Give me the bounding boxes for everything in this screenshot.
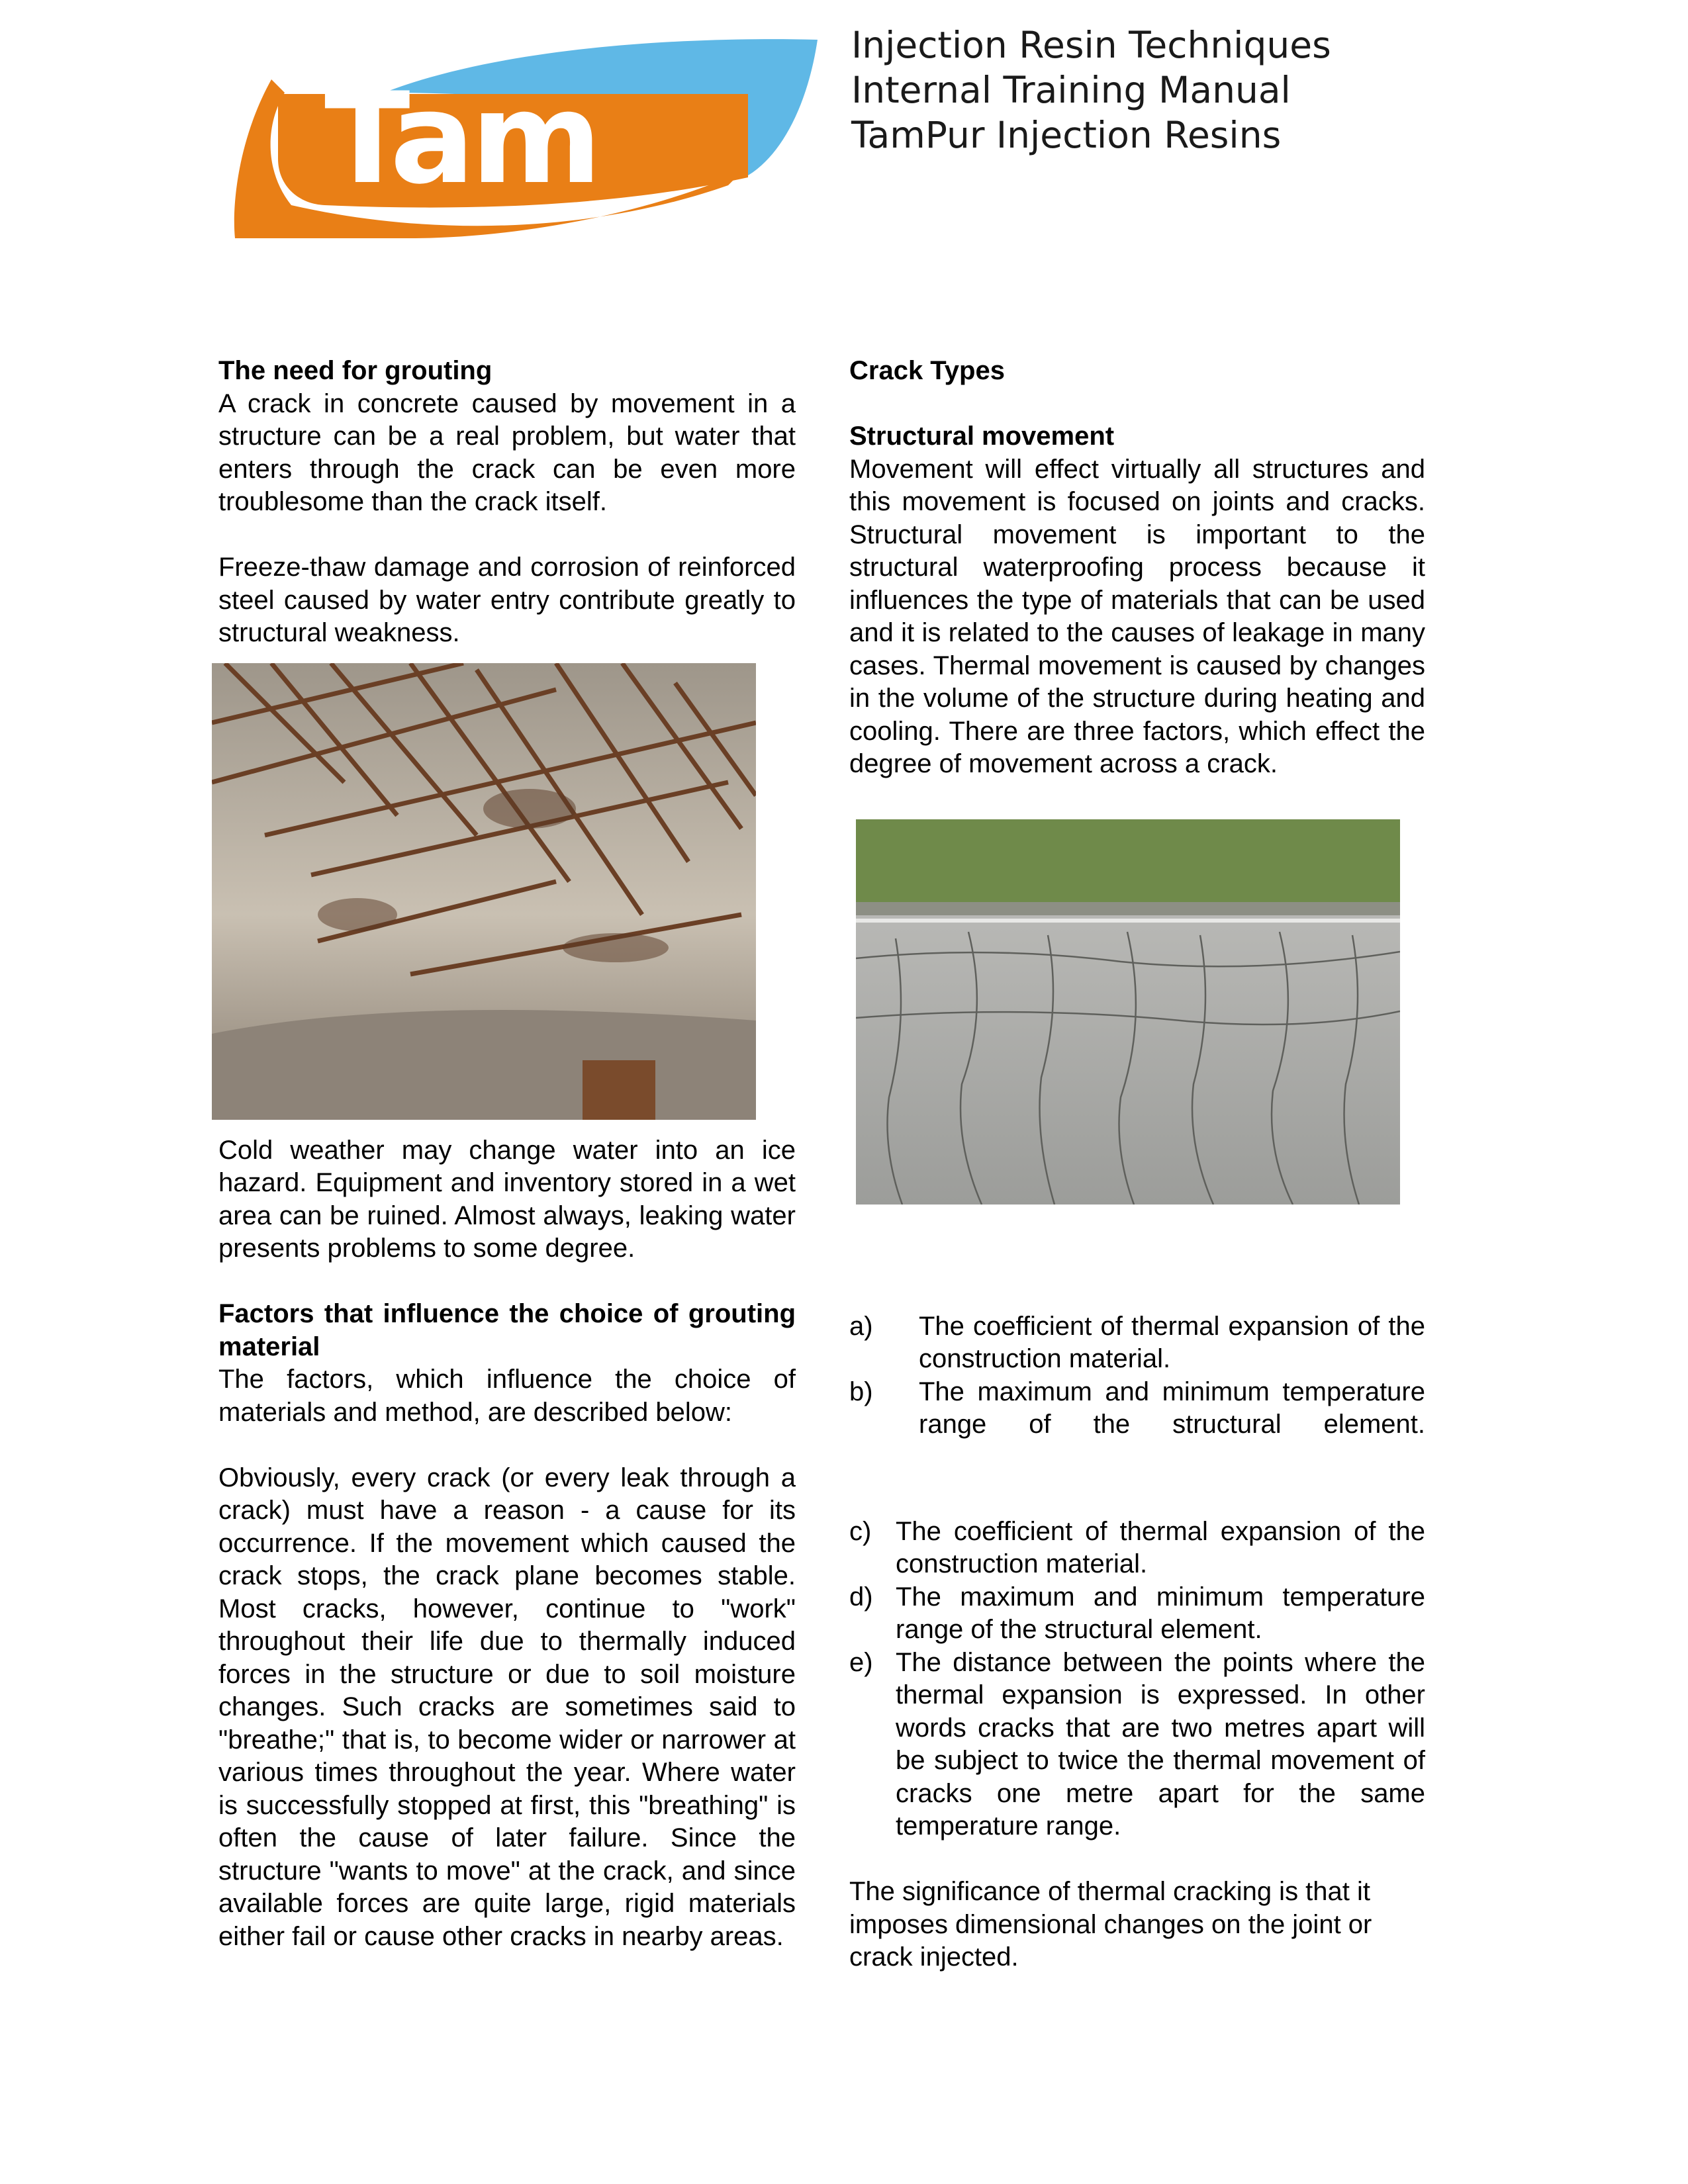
factors-paragraph-1: The factors, which influence the choice of materials and method, are described below:: [218, 1365, 796, 1427]
logo-wordmark: Tam: [324, 66, 598, 212]
significance-paragraph: The significance of thermal cracking is that it imposes dimensional changes on the joint or crack injected.: [849, 1877, 1372, 1972]
tam-logo: [225, 20, 821, 245]
list-marker: b): [849, 1377, 873, 1406]
structural-movement-paragraph: Movement will effect virtually all structures and this movement is focused on joints and cracks. Structural movement is important to the structural waterproofing process because it influences the type of materials that can be used and it is related to the causes of leakage in many cases. Thermal movement is caused by changes in the volume of the structure during heating and cooling. There are three factors, which effect the degree of movement across a crack.: [849, 454, 1425, 778]
list-marker: a): [849, 1311, 873, 1341]
cracked-pavement-photo: [856, 819, 1400, 1205]
need-for-grouting-heading: The need for grouting: [218, 356, 492, 385]
crack-types-heading: Crack Types: [849, 356, 1005, 385]
list-marker: d): [849, 1582, 873, 1612]
list-text: The maximum and minimum temperature range of the structural element.: [919, 1377, 1425, 1439]
left-column: [218, 355, 796, 1953]
corroded-ceiling-photo: [212, 663, 756, 1120]
factors-heading: Factors that influence the choice of grouting material: [218, 1299, 796, 1361]
list-item: [849, 1647, 1425, 1843]
cold-weather-paragraph: Cold weather may change water into an ice hazard. Equipment and inventory stored in a wet area can be ruined. Almost always, leaking water presents problems to some degree.: [218, 1135, 796, 1263]
header-title-line-1: Injection Resin Techniques: [851, 24, 1331, 66]
list-text: The distance between the points where the thermal expansion is expressed. In other words cracks that are two metres apart will be subject to twice the thermal movement of cracks one metre apart for the same temperature range.: [896, 1647, 1425, 1841]
list-item: [849, 1581, 1425, 1647]
document-header: [851, 23, 1331, 158]
structural-movement-heading: Structural movement: [849, 422, 1115, 451]
header-title-line-2: Internal Training Manual: [851, 69, 1291, 111]
factors-list-cde: [849, 1516, 1425, 1843]
list-text: The maximum and minimum temperature range of the structural element.: [896, 1582, 1425, 1644]
need-for-grouting-paragraph: A crack in concrete caused by movement in a structure can be a real problem, but water that enters through the crack can be even more troublesome than the crack itself.: [218, 388, 796, 516]
factors-list-ab: [849, 1310, 1425, 1441]
list-item: [849, 1376, 1425, 1441]
right-column: [849, 355, 1425, 1974]
list-marker: e): [849, 1647, 873, 1677]
header-title-line-3: TamPur Injection Resins: [851, 114, 1282, 156]
list-text: The coefficient of thermal expansion of the construction material.: [896, 1516, 1425, 1578]
list-item: [849, 1310, 1425, 1376]
freeze-thaw-paragraph: Freeze-thaw damage and corrosion of reinforced steel caused by water entry contribute greatly to structural weakness.: [218, 553, 796, 647]
factors-paragraph-2: Obviously, every crack (or every leak through a crack) must have a reason - a cause for its occurrence. If the movement which caused the crack stops, the crack plane becomes stable. Most cracks, however, continue to "work" throughout their life due to thermally induced forces in the structure or due to soil moisture changes. Such cracks are sometimes said to "breathe;" that is, to become wider or narrower at various times throughout the year. Where water is successfully stopped at first, this "breathing" is often the cause of later failure. Since the structure "wants to move" at the crack, and since available forces are quite large, rigid materials either fail or cause other cracks in nearby areas.: [218, 1463, 796, 1951]
list-text: The coefficient of thermal expansion of the construction material.: [919, 1311, 1425, 1373]
list-marker: c): [849, 1516, 872, 1546]
list-item: [849, 1516, 1425, 1581]
